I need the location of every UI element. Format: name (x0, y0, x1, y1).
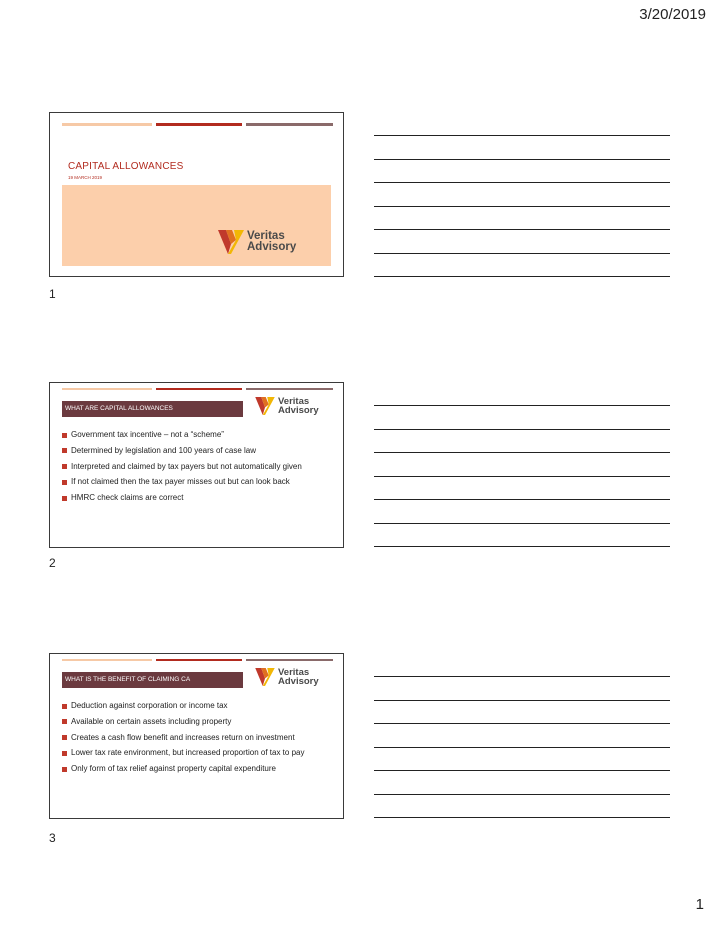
veritas-v-icon (255, 668, 275, 686)
logo-line-2: Advisory (278, 405, 319, 417)
slide-3-bullet-list (62, 698, 304, 777)
bullet-item: Government tax incentive – not a “scheme” (62, 427, 302, 443)
slide-3-header: WHAT IS THE BENEFIT OF CLAIMING CA (62, 672, 243, 688)
bullet-item: Interpreted and claimed by tax payers but not automatically given (62, 459, 302, 475)
logo-line-1: Veritas (247, 230, 285, 243)
bullet-item: Determined by legislation and 100 years of case law (62, 443, 302, 459)
bullet-item: Deduction against corporation or income tax (62, 698, 304, 714)
slide-3-number: 3 (49, 831, 56, 845)
veritas-logo (218, 230, 296, 254)
slide-1-subtitle: 19 MARCH 2019 (68, 175, 103, 180)
slide-1-peach-panel (62, 185, 331, 266)
slide-1-thumbnail[interactable] (49, 112, 344, 277)
bullet-item: If not claimed then the tax payer misses out but can look back (62, 474, 302, 490)
slide-2-thumbnail[interactable] (49, 382, 344, 548)
slide-2-header: WHAT ARE CAPITAL ALLOWANCES (62, 401, 243, 417)
slide-2-top-bars (62, 388, 331, 390)
logo-line-1: Veritas (278, 667, 310, 678)
veritas-v-icon (218, 230, 244, 254)
slide-1-number: 1 (49, 287, 56, 301)
logo-text (278, 397, 319, 415)
bullet-item: Creates a cash flow benefit and increases return on investment (62, 730, 304, 746)
bullet-item: Only form of tax relief against property capital expenditure (62, 761, 304, 777)
page-date: 3/20/2019 (639, 6, 706, 23)
bullet-item: Available on certain assets including property (62, 714, 304, 730)
page-number: 1 (695, 896, 704, 913)
logo-text (247, 231, 296, 253)
logo-line-2: Advisory (247, 241, 297, 253)
slide-2-number: 2 (49, 556, 56, 570)
veritas-v-icon (255, 397, 275, 415)
veritas-logo (255, 668, 319, 686)
veritas-logo (255, 397, 319, 415)
bullet-item: Lower tax rate environment, but increased proportion of tax to pay (62, 745, 304, 761)
slide-2-bullet-list (62, 427, 302, 506)
logo-line-2: Advisory (278, 676, 319, 688)
slide-3-top-bars (62, 659, 331, 661)
slide-1-top-bars (62, 123, 331, 126)
slide-1-title: CAPITAL ALLOWANCES (68, 161, 184, 172)
slide-3-thumbnail[interactable] (49, 653, 344, 819)
bullet-item: HMRC check claims are correct (62, 490, 302, 506)
logo-text (278, 668, 319, 686)
logo-line-1: Veritas (278, 396, 310, 407)
